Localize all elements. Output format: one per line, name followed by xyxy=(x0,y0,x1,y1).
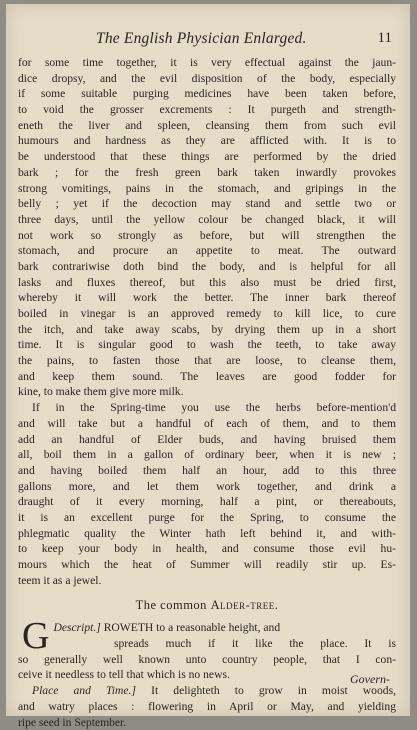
text-line: belly ; yet if the decoction may stand and settle two or xyxy=(18,196,396,212)
text-line: and will take but a handful of each of them, and to them xyxy=(18,416,396,432)
text-line: lasks and fluxes thereof, but this also must be dried first, xyxy=(18,275,396,291)
paragraph-spring-purge xyxy=(18,400,396,588)
text-line: kine, to make them give more milk. xyxy=(18,384,396,400)
text-line: and having boiled them half an hour, add to this three xyxy=(18,463,396,479)
text-line: if some suitable purging medicines have been taken before, xyxy=(18,86,396,102)
text-line: ripe seed in September. xyxy=(18,715,396,730)
place-time-label: Place and Time.] xyxy=(32,684,136,697)
text-line: time. It is singular good to wash the teeth, to take away xyxy=(18,337,396,353)
section-heading-name: Alder-tree. xyxy=(211,598,279,612)
text-line: all, boil them in a gallon of ordinary beer, when it is new ; xyxy=(18,447,396,463)
text-line: eneth the liver and spleen, cleansing them from such evil xyxy=(18,118,396,134)
descript-line-1: ROWETH to a reasonable height, and xyxy=(104,621,280,634)
paragraph-bark-uses xyxy=(18,55,396,400)
page-number: 11 xyxy=(378,30,392,47)
text-line: be understood that these things are performed by the dried xyxy=(18,149,396,165)
drop-cap: G xyxy=(22,621,49,651)
text-line: add an handful of Elder buds, and having bruised them xyxy=(18,432,396,448)
text-line: so generally well known unto country people, that I con- xyxy=(18,652,396,668)
catchword: Govern- xyxy=(350,672,390,687)
text-line: If in the Spring-time you use the herbs before-mention'd xyxy=(18,400,396,416)
text-line: for some time together, it is very effectual against the jaun- xyxy=(18,55,396,71)
text-line: to void the grosser excrements : It purgeth and strength- xyxy=(18,102,396,118)
page-body xyxy=(18,55,396,730)
text-line: the pains, to fasten those that are loose, to cleanse them, xyxy=(18,353,396,369)
text-line: three days, until the yellow colour be changed black, it will xyxy=(18,212,396,228)
text-line: gallons more, and let them work together, and drink a xyxy=(18,479,396,495)
text-line: and keep them sound. The leaves are good fodder for xyxy=(18,369,396,385)
text-line: teem it as a jewel. xyxy=(18,573,396,589)
text-line: it is an excellent purge for the Spring, to consume the xyxy=(18,510,396,526)
running-title: The English Physician Enlarged. xyxy=(96,30,307,48)
text-line: the itch, and take away scabs, by drying them up in a short xyxy=(18,322,396,338)
text-line: bark contrariwise doth bind the body, and is helpful for all xyxy=(18,259,396,275)
text-line: dice dropsy, and the evil disposition of the body, especially xyxy=(18,71,396,87)
descript-label: Descript.] xyxy=(53,621,100,634)
text-line: and watry places : flowering in April or May, and yielding xyxy=(18,699,396,715)
page-header xyxy=(6,30,410,52)
text-line xyxy=(18,620,396,636)
text-line: not work so strongly as before, but will strengthen the xyxy=(18,228,396,244)
text-line: stomach, and procure an appetite to meat. The outward xyxy=(18,243,396,259)
text-line: mours which the heat of Summer will readily stir up. Es- xyxy=(18,557,396,573)
text-line: to keep your body in health, and consume those evil hu- xyxy=(18,541,396,557)
text-line: humours and hardness as they are afflicted with. It is to xyxy=(18,133,396,149)
text-line: ceive it needless to tell that which is no news. xyxy=(18,667,396,683)
text-line: strong vomitings, pains in the stomach, and gripings in the xyxy=(18,181,396,197)
text-line: bark ; for the fresh green bark taken inwardly provokes xyxy=(18,165,396,181)
book-page xyxy=(6,4,410,716)
section-heading-prefix: The common xyxy=(136,598,207,612)
place-time-line-1: It delighteth to grow in moist woods, xyxy=(151,684,396,697)
text-line: phlegmatic quality the Winter hath left behind it, and with- xyxy=(18,526,396,542)
text-line: whereby it will work the better. The inner bark thereof xyxy=(18,290,396,306)
descript-line-2: spreads much if it like the place. It is xyxy=(114,637,396,650)
section-heading xyxy=(18,588,396,620)
text-line: boiled in vinegar is an approved remedy to kill lice, to cure xyxy=(18,306,396,322)
paragraph-description xyxy=(18,620,396,683)
paragraph-place-time xyxy=(18,683,396,730)
text-line xyxy=(18,683,396,699)
text-line xyxy=(18,636,396,652)
text-line: draught of it every morning, half a pint, or thereabouts, xyxy=(18,494,396,510)
